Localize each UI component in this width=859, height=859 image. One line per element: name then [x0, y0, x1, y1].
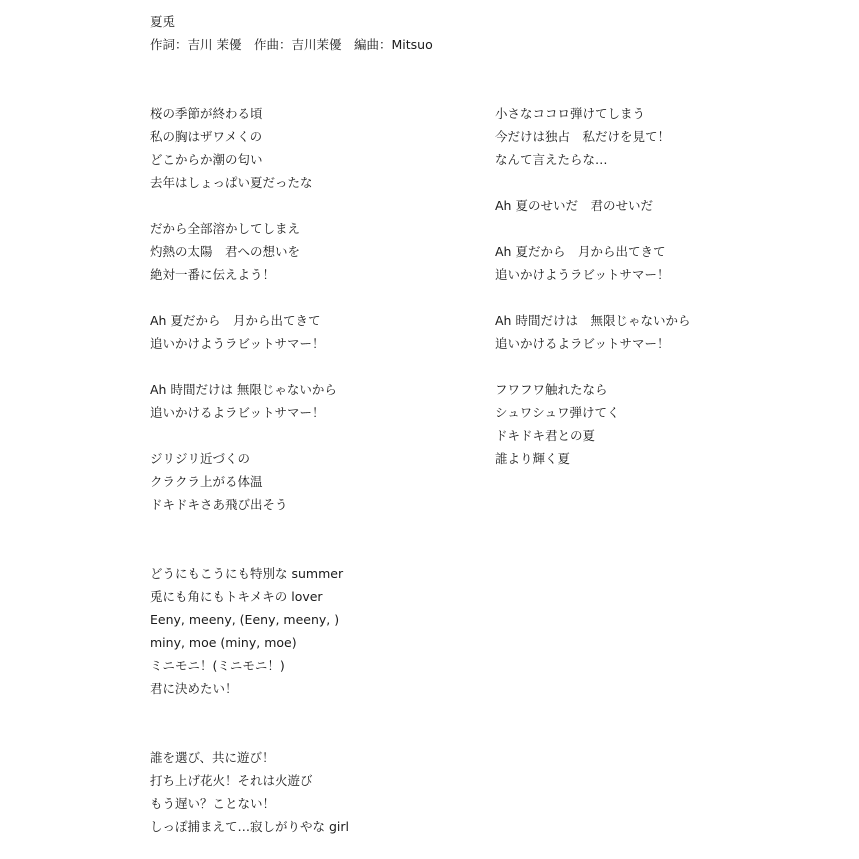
stanza	[150, 217, 349, 286]
stanza-gap	[495, 286, 690, 309]
lyric-line: だから全部溶かしてしまえ	[150, 221, 301, 236]
lyric-line: 今だけは独占 私だけを見て！	[495, 129, 671, 144]
song-credits: 作詞：吉川 茉優 作曲：吉川茉優 編曲：Mitsuo	[150, 37, 433, 52]
stanza-gap	[495, 171, 690, 194]
lyric-line: なんて言えたらな…	[495, 152, 608, 167]
stanza	[495, 194, 690, 217]
lyrics-left-column	[150, 102, 349, 838]
stanza	[150, 447, 349, 516]
stanza	[150, 378, 349, 424]
header	[150, 10, 433, 56]
stanza	[495, 378, 690, 470]
stanza-gap	[150, 355, 349, 378]
lyric-line: 追いかけるよラビットサマー！	[150, 405, 325, 420]
lyric-line: 小さなココロ弾けてしまう	[495, 106, 646, 121]
lyric-line: Eeny, meeny, (Eeny, meeny, )	[150, 612, 340, 627]
lyric-line: 去年はしょっぱい夏だったな	[150, 175, 313, 190]
stanza-gap	[150, 424, 349, 447]
lyric-line: 誰より輝く夏	[495, 451, 571, 466]
lyric-line: 追いかけようラビットサマー！	[150, 336, 325, 351]
lyric-line: ドキドキさあ飛び出そう	[150, 497, 288, 512]
lyric-line: Ah 夏だから 月から出てきて	[495, 244, 666, 259]
lyric-line: 誰を選び、共に遊び！	[150, 750, 275, 765]
stanza-gap	[150, 516, 349, 562]
lyric-line: 桜の季節が終わる頃	[150, 106, 263, 121]
stanza	[150, 102, 349, 194]
lyric-line: もう遅い？ことない！	[150, 796, 276, 811]
lyric-line: 絶対一番に伝えよう！	[150, 267, 276, 282]
lyric-line: どこからか潮の匂い	[150, 152, 263, 167]
lyric-line: しっぽ捕まえて…寂しがりやな girl	[150, 819, 349, 834]
stanza	[495, 240, 690, 286]
lyric-line: 追いかけようラビットサマー！	[495, 267, 670, 282]
lyric-line: ジリジリ近づくの	[150, 451, 251, 466]
lyric-line: miny, moe (miny, moe)	[150, 635, 297, 650]
lyric-line: シュワシュワ弾けてく	[495, 405, 620, 420]
song-title: 夏兎	[150, 14, 176, 29]
lyric-line: ドキドキ君との夏	[495, 428, 596, 443]
lyric-line: クラクラ上がる体温	[150, 474, 263, 489]
stanza-gap	[150, 194, 349, 217]
stanza	[150, 746, 349, 838]
lyric-line: 兎にも角にもトキメキの lover	[150, 589, 323, 604]
lyric-line: 灼熱の太陽 君への想いを	[150, 244, 301, 259]
stanza	[495, 309, 690, 355]
lyric-line: Ah 夏だから 月から出てきて	[150, 313, 321, 328]
lyric-line: 追いかけるよラビットサマー！	[495, 336, 670, 351]
lyric-line: どうにもこうにも特別な summer	[150, 566, 344, 581]
lyric-line: 打ち上げ花火！それは火遊び	[150, 773, 313, 788]
stanza	[150, 309, 349, 355]
stanza	[495, 102, 690, 171]
lyric-line: 私の胸はザワメくの	[150, 129, 263, 144]
lyric-line: Ah 時間だけは 無限じゃないから	[150, 382, 337, 397]
lyrics-right-column	[495, 102, 690, 470]
stanza	[150, 562, 349, 700]
stanza-gap	[495, 355, 690, 378]
lyric-line: フワフワ触れたなら	[495, 382, 608, 397]
lyric-line: Ah 夏のせいだ 君のせいだ	[495, 198, 653, 213]
lyric-line: ミニモニ！(ミニモニ！)	[150, 658, 285, 673]
stanza-gap	[150, 286, 349, 309]
lyric-line: 君に決めたい！	[150, 681, 238, 696]
stanza-gap	[150, 700, 349, 746]
lyric-line: Ah 時間だけは 無限じゃないから	[495, 313, 691, 328]
stanza-gap	[495, 217, 690, 240]
